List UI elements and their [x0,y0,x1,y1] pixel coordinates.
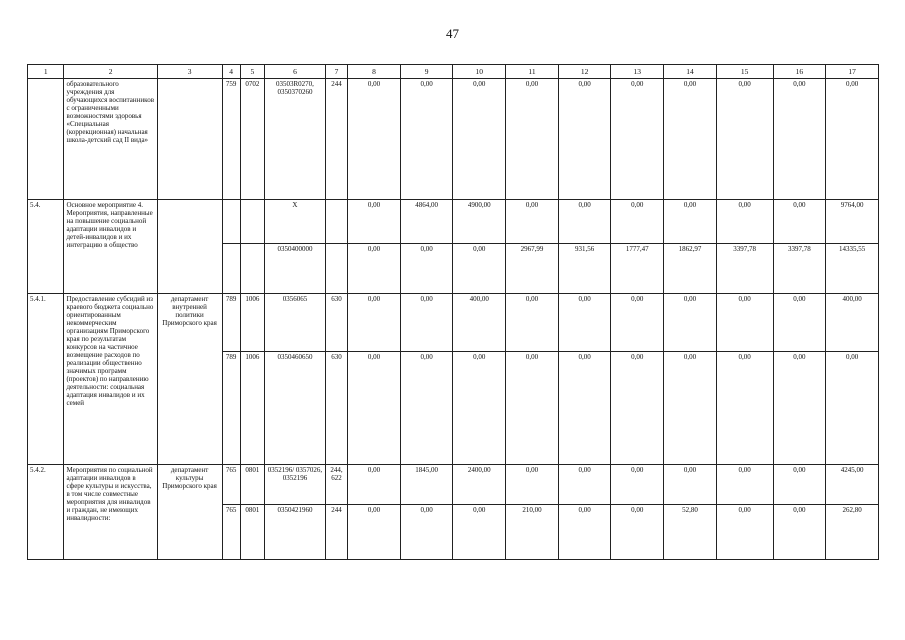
amount-cell: 0,00 [506,352,559,465]
amount-cell: 9764,00 [826,200,879,244]
column-header: 6 [265,65,326,79]
amount-cell: 0,00 [611,79,664,200]
amount-cell: 0,00 [558,352,611,465]
grbs-code-cell: 765 [222,505,240,560]
section-code-cell: 1006 [240,294,264,352]
target-article-cell: 0352196/ 0357026, 0352196 [265,465,326,505]
amount-cell: 0,00 [664,352,717,465]
measure-name-cell: Предоставление субсидий из краевого бюджета социально ориентированным некоммерческим организациям Приморского края по результатам конкурсов на частичное возмещение расходов по реализации общественно значимых программ (проектов) по направлению деятельности: социальная адаптация инвалидов и их семей [64,294,157,465]
grbs-code-cell: 789 [222,352,240,465]
amount-cell: 0,00 [664,465,717,505]
row-number-cell [28,79,64,200]
column-header: 4 [222,65,240,79]
grbs-code-cell [222,244,240,294]
measure-name-cell: Основное мероприятие 4. Мероприятия, направленные на повышение социальной адаптации инвалидов и детей-инвалидов и их интеграцию в общество [64,200,157,294]
amount-cell: 2967,99 [506,244,559,294]
expense-type-cell: 630 [325,352,347,465]
column-header: 2 [64,65,157,79]
column-header: 17 [826,65,879,79]
department-cell [157,79,222,200]
section-code-cell: 0801 [240,505,264,560]
measure-name-cell: образовательного учреждения для обучающихся воспитанников с ограниченными возможностями здоровья «Специальная (коррекционная) начальная школа-детский сад II вида» [64,79,157,200]
amount-cell: 3397,78 [716,244,773,294]
amount-cell: 0,00 [348,465,401,505]
amount-cell: 0,00 [773,352,826,465]
expense-type-cell: 244, 622 [325,465,347,505]
amount-cell: 4864,00 [400,200,453,244]
column-header: 14 [664,65,717,79]
amount-cell: 0,00 [348,505,401,560]
amount-cell: 0,00 [716,465,773,505]
amount-cell: 0,00 [453,244,506,294]
amount-cell: 0,00 [400,79,453,200]
target-article-cell: 03503R0270, 0350370260 [265,79,326,200]
target-article-cell: 0350460650 [265,352,326,465]
column-header: 12 [558,65,611,79]
department-cell: департамент культуры Приморского края [157,465,222,560]
grbs-code-cell: 759 [222,79,240,200]
column-header: 5 [240,65,264,79]
page-number: 47 [446,26,459,41]
column-header: 3 [157,65,222,79]
amount-cell: 0,00 [506,465,559,505]
amount-cell: 0,00 [400,505,453,560]
row-number-cell: 5.4.1. [28,294,64,465]
amount-cell: 0,00 [400,294,453,352]
table-row [28,200,879,244]
grbs-code-cell [222,200,240,244]
column-header: 8 [348,65,401,79]
amount-cell: 0,00 [716,294,773,352]
amount-cell: 0,00 [400,352,453,465]
amount-cell: 3397,78 [773,244,826,294]
target-article-cell: X [265,200,326,244]
amount-cell: 0,00 [611,352,664,465]
amount-cell: 1862,97 [664,244,717,294]
expense-type-cell [325,244,347,294]
amount-cell: 1845,00 [400,465,453,505]
row-number-cell: 5.4. [28,200,64,294]
column-header: 16 [773,65,826,79]
amount-cell: 0,00 [664,200,717,244]
amount-cell: 1777,47 [611,244,664,294]
amount-cell: 0,00 [611,200,664,244]
expense-type-cell: 244 [325,505,347,560]
header-row [28,65,879,79]
expense-type-cell: 244 [325,79,347,200]
amount-cell: 0,00 [348,244,401,294]
amount-cell: 400,00 [453,294,506,352]
amount-cell: 0,00 [453,505,506,560]
amount-cell: 0,00 [558,294,611,352]
amount-cell: 0,00 [506,79,559,200]
section-code-cell: 1006 [240,352,264,465]
amount-cell: 0,00 [611,505,664,560]
budget-table [27,64,879,560]
target-article-cell: 0350400000 [265,244,326,294]
column-header: 9 [400,65,453,79]
amount-cell: 0,00 [664,79,717,200]
amount-cell: 4900,00 [453,200,506,244]
amount-cell: 0,00 [664,294,717,352]
amount-cell: 0,00 [773,505,826,560]
amount-cell: 210,00 [506,505,559,560]
amount-cell: 0,00 [611,465,664,505]
section-code-cell [240,200,264,244]
amount-cell: 0,00 [826,79,879,200]
section-code-cell: 0801 [240,465,264,505]
amount-cell: 0,00 [773,200,826,244]
column-header: 1 [28,65,64,79]
expense-type-cell [325,200,347,244]
amount-cell: 0,00 [348,352,401,465]
table-row [28,465,879,505]
amount-cell: 0,00 [400,244,453,294]
column-header: 10 [453,65,506,79]
amount-cell: 4245,00 [826,465,879,505]
amount-cell: 0,00 [453,79,506,200]
amount-cell: 0,00 [773,294,826,352]
department-cell: департамент внутренней политики Приморского края [157,294,222,465]
amount-cell: 0,00 [558,200,611,244]
amount-cell: 400,00 [826,294,879,352]
amount-cell: 0,00 [348,200,401,244]
amount-cell: 2400,00 [453,465,506,505]
amount-cell: 0,00 [506,294,559,352]
amount-cell: 0,00 [558,79,611,200]
amount-cell: 0,00 [716,79,773,200]
table-row [28,79,879,200]
row-number-cell: 5.4.2. [28,465,64,560]
amount-cell: 0,00 [826,352,879,465]
amount-cell: 0,00 [716,505,773,560]
amount-cell: 0,00 [506,200,559,244]
section-code-cell: 0702 [240,79,264,200]
column-header: 15 [716,65,773,79]
column-header: 11 [506,65,559,79]
target-article-cell: 0356065 [265,294,326,352]
amount-cell: 0,00 [773,465,826,505]
amount-cell: 931,56 [558,244,611,294]
expense-type-cell: 630 [325,294,347,352]
target-article-cell: 0350421960 [265,505,326,560]
amount-cell: 0,00 [348,79,401,200]
column-header: 7 [325,65,347,79]
table-row [28,294,879,352]
amount-cell: 0,00 [716,200,773,244]
amount-cell: 0,00 [558,465,611,505]
amount-cell: 0,00 [453,352,506,465]
grbs-code-cell: 789 [222,294,240,352]
amount-cell: 0,00 [773,79,826,200]
amount-cell: 52,80 [664,505,717,560]
amount-cell: 0,00 [716,352,773,465]
amount-cell: 262,80 [826,505,879,560]
amount-cell: 14335,55 [826,244,879,294]
measure-name-cell: Мероприятия по социальной адаптации инвалидов в сфере культуры и искусства, в том числе совместные мероприятия для инвалидов и граждан, не имеющих инвалидности: [64,465,157,560]
amount-cell: 0,00 [348,294,401,352]
amount-cell: 0,00 [611,294,664,352]
column-header: 13 [611,65,664,79]
amount-cell: 0,00 [558,505,611,560]
department-cell [157,200,222,294]
grbs-code-cell: 765 [222,465,240,505]
section-code-cell [240,244,264,294]
